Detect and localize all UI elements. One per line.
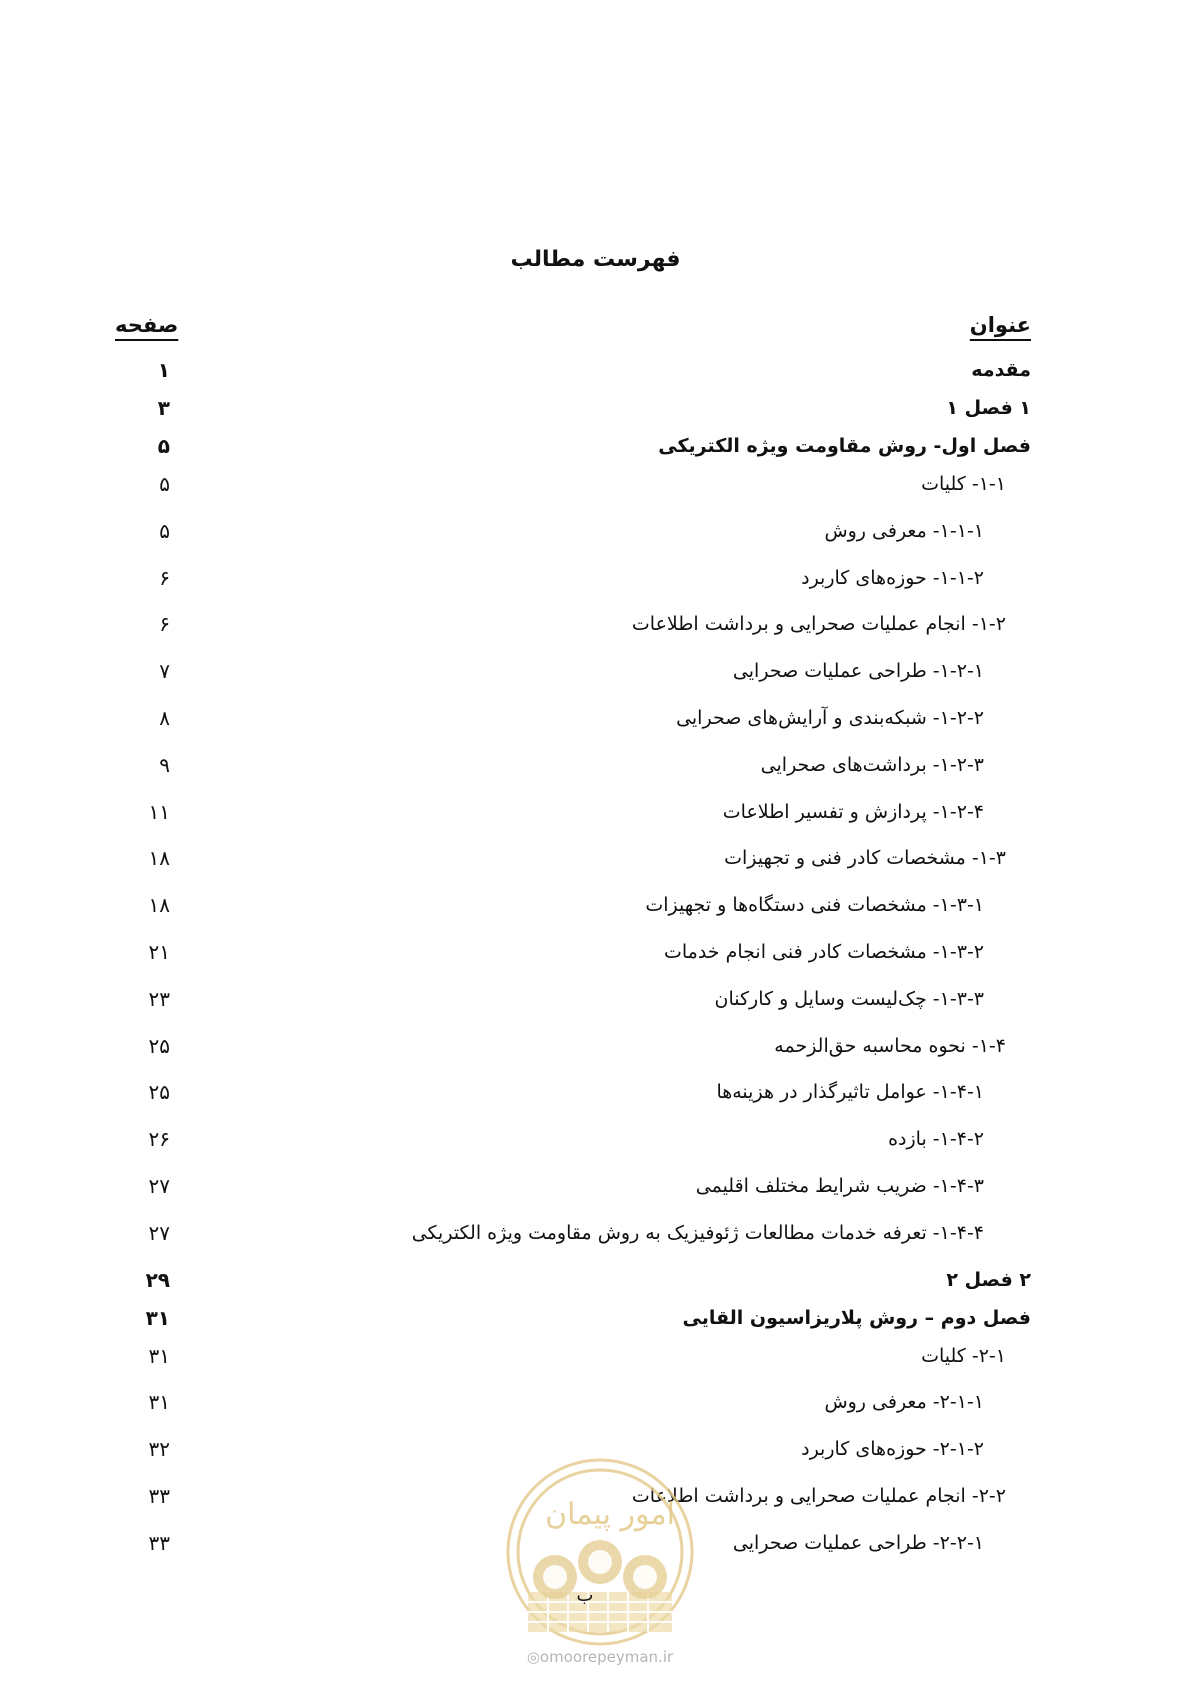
toc-entry-page: ۵: [159, 472, 170, 496]
toc-entry-page: ۲۱: [148, 939, 170, 964]
toc-entry-title: ۲ فصل ۲: [946, 1268, 1031, 1291]
toc-entry[interactable]: [0, 1338, 1191, 1385]
toc-entry[interactable]: [0, 1384, 1191, 1431]
toc-entry-page: ۳۳: [148, 1483, 170, 1508]
toc-entry-title: ۱-۴-۴- تعرفه خدمات مطالعات ژئوفیزیک به روش مقاومت ویژه الکتریکی: [411, 1221, 984, 1244]
toc-entry-page: ۶: [159, 565, 170, 590]
toc-entry[interactable]: [0, 466, 1191, 513]
globe-icon: ◎: [526, 1648, 540, 1666]
toc-entry-page: ۲۷: [148, 1220, 170, 1245]
toc-entry-title: ۱-۳-۲- مشخصات کادر فنی انجام خدمات: [663, 940, 984, 963]
toc-entry-page: ۲۷: [148, 1173, 170, 1198]
toc-entry-page: ۶: [159, 612, 170, 637]
toc-entry[interactable]: [0, 1262, 1191, 1300]
toc-entry[interactable]: [0, 840, 1191, 887]
toc-entry[interactable]: [0, 1121, 1191, 1168]
page-number: ب: [576, 1585, 594, 1606]
toc-entry[interactable]: [0, 887, 1191, 934]
toc-entry-page: ۱: [157, 358, 170, 382]
column-header-title: عنوان: [969, 313, 1031, 337]
watermark-stamp: [500, 1452, 700, 1652]
toc-entry-page: ۳۱: [145, 1305, 170, 1330]
toc-entry-title: ۱-۲- انجام عملیات صحرایی و برداشت اطلاعات: [631, 613, 1006, 636]
toc-entry-page: ۲۹: [145, 1267, 170, 1292]
toc-entry-title: ۱-۱-۱- معرفی روش: [824, 519, 984, 542]
toc-entry-title: ۱-۱-۲- حوزه‌های کاربرد: [801, 566, 984, 589]
toc-entry[interactable]: [0, 428, 1191, 466]
toc-entry-title: ۱-۳-۱- مشخصات فنی دستگاه‌ها و تجهیزات: [645, 894, 984, 917]
toc-entry[interactable]: [0, 653, 1191, 700]
toc-entry-title: ۲-۲- انجام عملیات صحرایی و برداشت اطلاعات: [631, 1484, 1006, 1507]
toc-entry-title: ۲-۲-۱- طراحی عملیات صحرایی: [732, 1531, 984, 1554]
toc-entry-page: ۱۱: [148, 799, 170, 824]
page-title: فهرست مطالب: [510, 247, 681, 272]
toc-entry[interactable]: [0, 560, 1191, 607]
toc-entry-page: ۷: [159, 659, 170, 684]
toc-entry-title: مقدمه: [971, 359, 1031, 381]
column-header-page: صفحه: [115, 313, 179, 337]
toc-entry[interactable]: [0, 981, 1191, 1028]
stamp-icon: [500, 1452, 700, 1652]
table-of-contents: [0, 352, 1191, 1572]
toc-entry[interactable]: [0, 390, 1191, 428]
toc-entry[interactable]: [0, 1028, 1191, 1075]
toc-entry-page: ۳۲: [148, 1437, 170, 1462]
toc-entry-title: فصل اول- روش مقاومت ویژه الکتریکی: [658, 435, 1031, 457]
toc-entry-title: ۲-۱- کلیات: [921, 1344, 1006, 1367]
toc-entry-page: ۱۸: [148, 893, 170, 918]
toc-entry-title: ۱-۲-۴- پردازش و تفسیر اطلاعات: [722, 800, 984, 823]
toc-entry-page: ۵: [159, 518, 170, 543]
toc-entry-title: فصل دوم – روش پلاریزاسیون القایی: [682, 1306, 1031, 1329]
toc-entry-title: ۱-۴- نحوه محاسبه حق‌الزحمه: [774, 1034, 1006, 1057]
toc-entry[interactable]: [0, 513, 1191, 560]
toc-entry-page: ۵: [157, 434, 170, 458]
toc-entry[interactable]: [0, 700, 1191, 747]
toc-entry-title: ۱-۴-۳- ضریب شرایط مختلف اقلیمی: [695, 1174, 984, 1197]
toc-entry-page: ۳۱: [148, 1343, 170, 1368]
toc-entry-title: ۱-۴-۲- بازده: [888, 1128, 984, 1151]
toc-entry-title: ۲-۱-۲- حوزه‌های کاربرد: [801, 1438, 984, 1461]
toc-entry-title: ۱-۳- مشخصات کادر فنی و تجهیزات: [724, 847, 1006, 870]
toc-entry[interactable]: [0, 1300, 1191, 1338]
watermark-url[interactable]: [500, 1646, 700, 1668]
toc-entry-title: ۱-۴-۱- عوامل تاثیرگذار در هزینه‌ها: [716, 1081, 984, 1104]
stamp-lettering: امور پیمان: [545, 1497, 675, 1532]
toc-entry-title: ۱-۲-۱- طراحی عملیات صحرایی: [732, 660, 984, 683]
toc-entry[interactable]: [0, 606, 1191, 653]
toc-entry-page: ۳۳: [148, 1530, 170, 1555]
watermark-url-text: omoorepeyman.ir: [539, 1648, 674, 1666]
toc-entry[interactable]: [0, 1074, 1191, 1121]
toc-entry-page: ۳۱: [148, 1390, 170, 1415]
toc-entry-title: ۱-۳-۳- چک‌لیست وسایل و کارکنان: [714, 987, 984, 1010]
toc-entry[interactable]: [0, 1215, 1191, 1262]
toc-entry-page: ۲۳: [148, 986, 170, 1011]
toc-entry-title: ۲-۱-۱- معرفی روش: [824, 1391, 984, 1414]
toc-entry[interactable]: [0, 747, 1191, 794]
toc-entry-title: ۱-۲-۲- شبکه‌بندی و آرایش‌های صحرایی: [676, 706, 984, 729]
toc-entry-page: ۲۶: [148, 1127, 170, 1152]
toc-entry-title: ۱ فصل ۱: [946, 397, 1031, 419]
toc-entry-page: ۲۵: [148, 1080, 170, 1105]
toc-entry-page: ۳: [157, 396, 170, 420]
toc-entry-page: ۱۸: [148, 846, 170, 871]
toc-entry-title: ۱-۲-۳- برداشت‌های صحرایی: [760, 753, 984, 776]
toc-entry[interactable]: [0, 794, 1191, 841]
toc-entry[interactable]: [0, 1168, 1191, 1215]
toc-entry-page: ۸: [159, 705, 170, 730]
toc-entry-page: ۲۵: [148, 1033, 170, 1058]
toc-entry[interactable]: [0, 352, 1191, 390]
toc-entry[interactable]: [0, 934, 1191, 981]
toc-entry-page: ۹: [159, 752, 170, 777]
toc-entry-title: ۱-۱- کلیات: [921, 473, 1006, 495]
